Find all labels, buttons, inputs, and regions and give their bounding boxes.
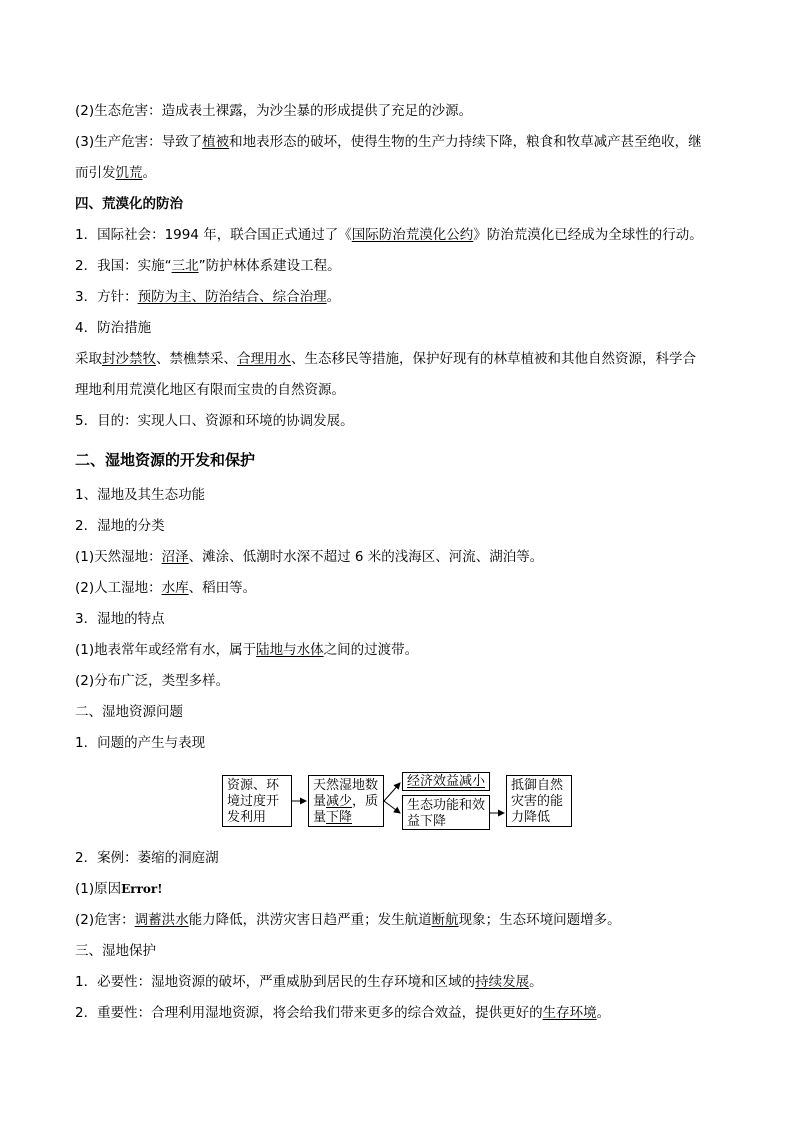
text: ”防护林体系建设工程。 xyxy=(198,258,341,274)
text: (3)生产危害：导致了 xyxy=(75,134,203,150)
text-line xyxy=(75,911,725,929)
text: 》防治荒漠化已经成为全球性的行动。 xyxy=(473,227,703,243)
text: 和地表形态的破坏，使得生物的生产力持续下降，粮食和牧草减产甚至绝收，继 xyxy=(229,134,702,150)
flow-box-result: 抵御自然灾害的能力降低 xyxy=(506,775,572,827)
text: 、禁樵禁采、 xyxy=(156,351,237,367)
text: 。 xyxy=(529,974,543,990)
arrow xyxy=(384,783,400,801)
underlined-answer: 合理用水 xyxy=(237,351,291,367)
text-line xyxy=(75,880,725,898)
text-line xyxy=(75,288,725,306)
text: 1．必要性：湿地资源的破坏，严重威胁到居民的生存环境和区域的 xyxy=(75,974,476,990)
arrow xyxy=(384,801,400,813)
text-line: 1、湿地及其生态功能 xyxy=(75,487,206,503)
text: ，质量 xyxy=(313,794,379,825)
text-line xyxy=(75,350,725,368)
text-line xyxy=(75,133,725,151)
text: (1)地表常年或经常有水，属于 xyxy=(75,642,257,658)
error-field: Error! xyxy=(121,882,163,896)
text-line: 1．问题的产生与表现 xyxy=(75,735,206,751)
text-line: 三、湿地保护 xyxy=(75,943,156,959)
text: 、稻田等。 xyxy=(188,580,257,596)
underlined-answer: 生存环境 xyxy=(542,1005,597,1021)
flow-box-economic xyxy=(402,772,490,791)
text-line xyxy=(75,102,725,120)
text-line xyxy=(75,257,725,275)
underlined-answer: 沼泽 xyxy=(161,549,189,565)
text: 采取 xyxy=(75,351,102,367)
underlined-answer: 调蓄洪水 xyxy=(134,912,189,928)
underlined-answer: 下降 xyxy=(326,810,353,825)
text-line xyxy=(75,579,725,597)
underlined-answer: 减少 xyxy=(326,794,353,809)
section-heading: 四、荒漠化的防治 xyxy=(75,196,183,212)
text-line: 5．目的：实现人口、资源和环境的协调发展。 xyxy=(75,413,354,429)
underlined-answer: 植被 xyxy=(202,134,230,150)
text-line: 二、湿地资源问题 xyxy=(75,704,183,720)
section-heading: 二、湿地资源的开发和保护 xyxy=(75,451,256,469)
text-line: 2．湿地的分类 xyxy=(75,518,165,534)
text-line: 2．案例：萎缩的洞庭湖 xyxy=(75,850,219,866)
underlined-answer: 三北 xyxy=(171,258,199,274)
text-line: 4．防治措施 xyxy=(75,320,152,336)
text: 而引发 xyxy=(75,165,116,181)
text-line xyxy=(75,164,725,182)
underlined-answer: 预防为主、防治结合、综合治理 xyxy=(137,289,327,305)
underlined-answer: 饥荒 xyxy=(115,165,143,181)
underlined-answer: 陆地与水体 xyxy=(256,642,324,658)
text: 。 xyxy=(326,289,341,305)
underlined-answer: 国际防治荒漠化公约 xyxy=(351,227,474,243)
text-line xyxy=(75,641,725,659)
text-line xyxy=(75,973,725,991)
flow-diagram xyxy=(222,772,572,830)
text: 2．我国：实施“ xyxy=(75,258,172,274)
underlined-answer: 持续发展 xyxy=(475,974,530,990)
text: 。 xyxy=(596,1005,611,1021)
flow-box-ecological: 生态功能和效益下降 xyxy=(402,795,490,830)
text: 、滩涂、低潮时水深不超过 6 米的浅海区、河流、湖泊等。 xyxy=(188,549,544,565)
underlined-answer: 经济效益减小 xyxy=(407,774,486,789)
underlined-answer: 封沙禁牧 xyxy=(102,351,156,367)
text: 能力降低，洪涝灾害日趋严重；发生航道 xyxy=(188,912,432,928)
text: 天然湿地数量 xyxy=(313,778,379,809)
text: 1．国际社会：1994 年，联合国正式通过了《 xyxy=(75,227,352,243)
flow-box-cause: 资源、环境过度开发利用 xyxy=(222,775,292,827)
text-line xyxy=(75,1004,725,1022)
text-line: 3．湿地的特点 xyxy=(75,611,165,627)
text: 之间的过渡带。 xyxy=(323,642,419,658)
flow-box-wetland-change xyxy=(308,775,384,827)
underlined-answer: 断航 xyxy=(431,912,459,928)
text: 现象；生态环境问题增多。 xyxy=(458,912,621,928)
text: 2．重要性：合理利用湿地资源，将会给我们带来更多的综合效益，提供更好的 xyxy=(75,1005,543,1021)
text-line xyxy=(75,226,725,244)
text: 3．方针： xyxy=(75,289,138,305)
text-line xyxy=(75,548,725,566)
text: (1)天然湿地： xyxy=(75,549,162,565)
text-line: 理地利用荒漠化地区有限而宝贵的自然资源。 xyxy=(75,382,345,398)
text: (1)原因 xyxy=(75,881,122,897)
text: 。 xyxy=(142,165,156,181)
underlined-answer: 水库 xyxy=(161,580,189,596)
text: (2)危害： xyxy=(75,912,135,928)
text: (2)生态危害：造成表土裸露，为沙尘暴的形成提供了充足的沙源。 xyxy=(75,103,473,119)
text-line: (2)分布广泛，类型多样。 xyxy=(75,673,230,689)
text: 、生态移民等措施，保护好现有的林草植被和其他自然资源，科学合 xyxy=(291,351,696,367)
text: (2)人工湿地： xyxy=(75,580,162,596)
